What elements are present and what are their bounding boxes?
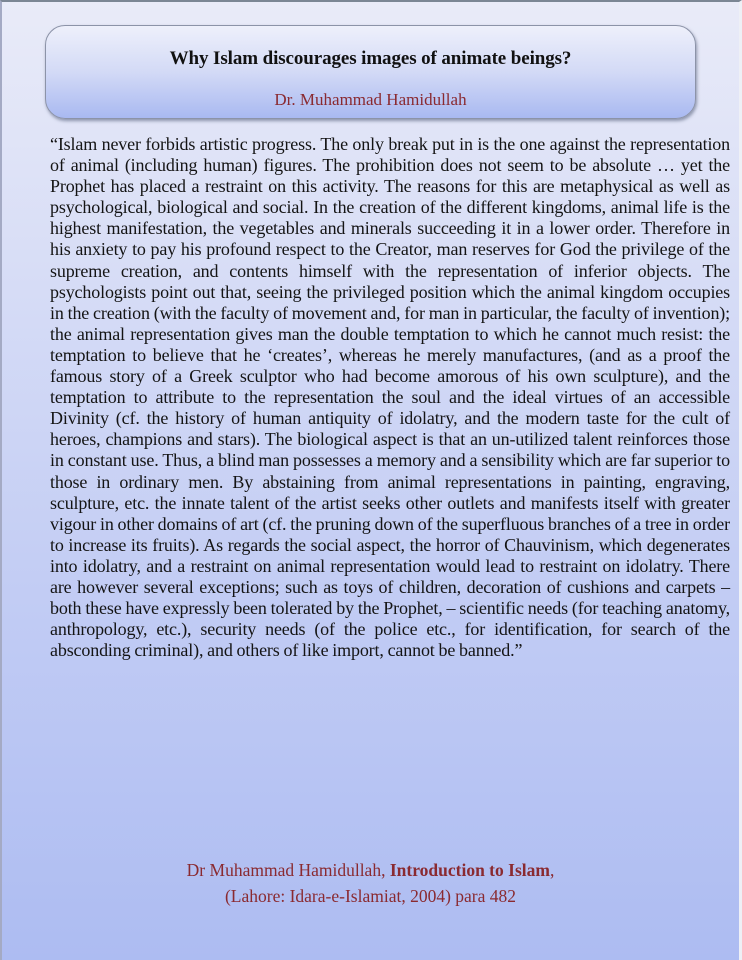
author-name: Dr. Muhammad Hamidullah: [274, 90, 467, 109]
citation: [2, 857, 739, 909]
citation-publication: (Lahore: Idara-e-Islamiat, 2004) para 482: [224, 886, 517, 906]
citation-line-1: [2, 857, 739, 883]
citation-author: Dr Muhammad Hamidullah,: [186, 860, 390, 880]
quote-paragraph: “Islam never forbids artistic progress. The only break put in is the one against the representation of animal (including human) figures. The prohibition does not seem to be absolute … yet the Prophet has placed a restraint on this activity. The reasons for this are metaphysical as well as psychological, biological and social. In the creation of the different kingdoms, animal life is the highest manifestation, the vegetables and minerals succeeding it in a lower order. Therefore in his anxiety to pay his profound respect to the Creator, man reserves for God the privilege of the supreme creation, and contents himself with the representation of inferior objects. The psychologists point out that, seeing the privileged position which the animal kingdom occupies in the creation (with the faculty of movement and, for man in particular, the faculty of invention); the animal representation gives man the double temptation to which he cannot much resist: the temptation to believe that he ‘creates’, whereas he merely manufactures, (and as a proof the famous story of a Greek sculptor who had become amorous of his own sculpture), and the temptation to attribute to the representation the soul and the ideal virtues of an accessible Divinity (cf. the history of human antiquity of idolatry, and the modern taste for the cult of heroes, champions and stars). The biological aspect is that an un-utilized talent reinforces those in constant use. Thus, a blind man possesses a memory and a sensibility which are far superior to those in ordinary men. By abstaining from animal representations in painting, engraving, sculpture, etc. the innate talent of the artist seeks other outlets and manifests itself with greater vigour in other domains of art (cf. the pruning down of the superfluous branches of a tree in order to increase its fruits). As regards the social aspect, the horror of Chauvinism, which degenerates into idolatry, and a restraint on animal representation would lead to restraint on idolatry. There are however several exceptions; such as toys of children, decoration of cushions and carpets – both these have expressly been tolerated by the Prophet, – scientific needs (for teaching anatomy, anthropology, etc.), security needs (of the police etc., for identification, for search of the absconding criminal), and others of like import, cannot be banned.”: [50, 134, 730, 661]
citation-comma: ,: [549, 860, 555, 880]
citation-book-title: Introduction to Islam: [389, 860, 550, 880]
title-banner: [45, 25, 696, 119]
page-title: Why Islam discourages images of animate beings?: [169, 48, 572, 69]
